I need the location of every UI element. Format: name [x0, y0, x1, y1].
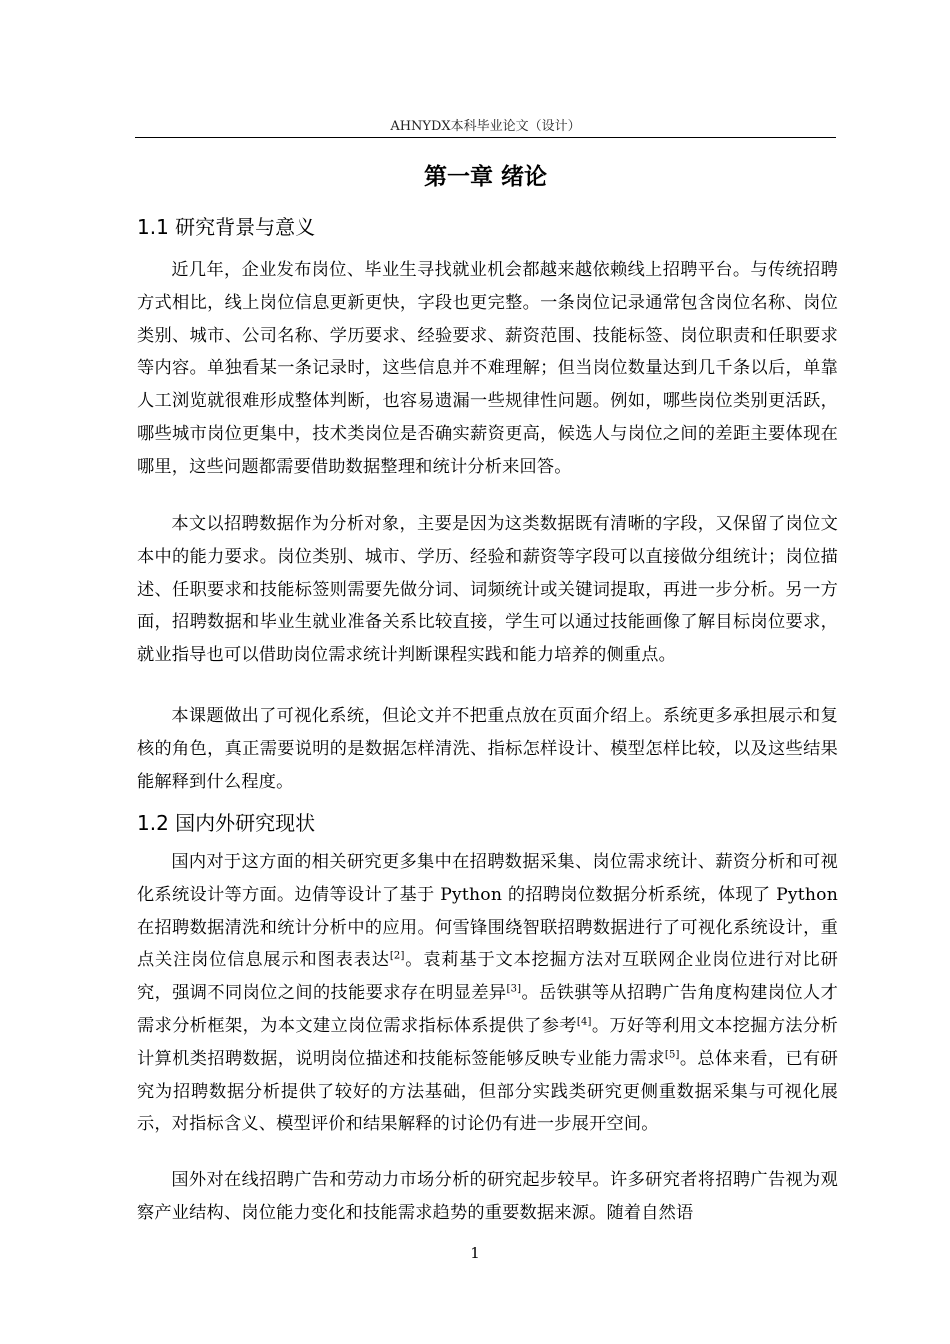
page-number: 1	[470, 1244, 480, 1262]
paragraph-background-2: 本文以招聘数据作为分析对象，主要是因为这类数据既有清晰的字段，又保留了岗位文本中的能力要求。岗位类别、城市、学历、经验和薪资等字段可以直接做分组统计；岗位描述、任职要求和技能标签则需要先做分词、词频统计或关键词提取，再进一步分析。另一方面，招聘数据和毕业生就业准备关系比较直接，学生可以通过技能画像了解目标岗位要求，就业指导也可以借助岗位需求统计判断课程实践和能力培养的侧重点。	[137, 514, 838, 666]
paragraph-text: 。岳铁骐等从招聘广告角度构建岗位人才需求分析框架，为本文建立岗位需求指标体系提供了参考	[137, 983, 839, 1036]
citation-ref: [5]	[664, 1049, 680, 1061]
citation-ref: [2]	[389, 950, 405, 962]
running-header: AHNYDX本科毕业论文（设计）	[390, 119, 581, 134]
paragraph-text: 。总体来看，已有研究为招聘数据分析提供了较好的方法基础，但部分实践类研究更侧重数据采集与可视化展示，对指标含义、模型评价和结果解释的讨论仍有进一步展开空间。	[137, 1048, 838, 1135]
header-rule	[135, 137, 836, 138]
paragraph-text: 国内对于这方面的相关研究更多集中在招聘数据采集、岗位需求统计、薪资分析和可视化系统设计等方面。边倩等设计了基于 Python 的招聘岗位数据分析系统，体现了 Python 在招聘数据清洗和统计分析中的应用。何雪锋围绕智联招聘数据进行了可视化系统设计，重点关注岗位信息展示和图表表达	[137, 852, 838, 971]
citation-ref: [3]	[506, 983, 522, 995]
section-heading-1-2: 1.2 国内外研究现状	[137, 811, 316, 835]
paragraph-background-1: 近几年，企业发布岗位、毕业生寻找就业机会都越来越依赖线上招聘平台。与传统招聘方式相比，线上岗位信息更新更快，字段也更完整。一条岗位记录通常包含岗位名称、岗位类别、城市、公司名称、学历要求、经验要求、薪资范围、技能标签、岗位职责和任职要求等内容。单独看某一条记录时，这些信息并不难理解；但当岗位数量达到几千条以后，单靠人工浏览就很难形成整体判断，也容易遗漏一些规律性问题。例如，哪些岗位类别更活跃，哪些城市岗位更集中，技术类岗位是否确实薪资更高，候选人与岗位之间的差距主要体现在哪里，这些问题都需要借助数据整理和统计分析来回答。	[137, 260, 838, 477]
paragraph-text: 。万好等利用文本挖掘方法分析计算机类招聘数据，说明岗位描述和技能标签能够反映专业能力需求	[137, 1015, 838, 1069]
paragraph-foreign-research: 国外对在线招聘广告和劳动力市场分析的研究起步较早。许多研究者将招聘广告视为观察产业结构、岗位能力变化和技能需求趋势的重要数据来源。随着自然语	[137, 1170, 838, 1223]
chapter-title: 第一章 绪论	[423, 164, 547, 190]
paragraph-background-3: 本课题做出了可视化系统，但论文并不把重点放在页面介绍上。系统更多承担展示和复核的角色，真正需要说明的是数据怎样清洗、指标怎样设计、模型怎样比较，以及这些结果能解释到什么程度。	[137, 706, 838, 792]
section-heading-1-1: 1.1 研究背景与意义	[137, 215, 316, 239]
citation-ref: [4]	[576, 1016, 592, 1028]
paragraph-text: 。袁莉基于文本挖掘方法对互联网企业岗位进行对比研究，强调不同岗位之间的技能要求存在明显差异	[137, 950, 838, 1004]
paragraph-domestic-research	[137, 846, 838, 1141]
